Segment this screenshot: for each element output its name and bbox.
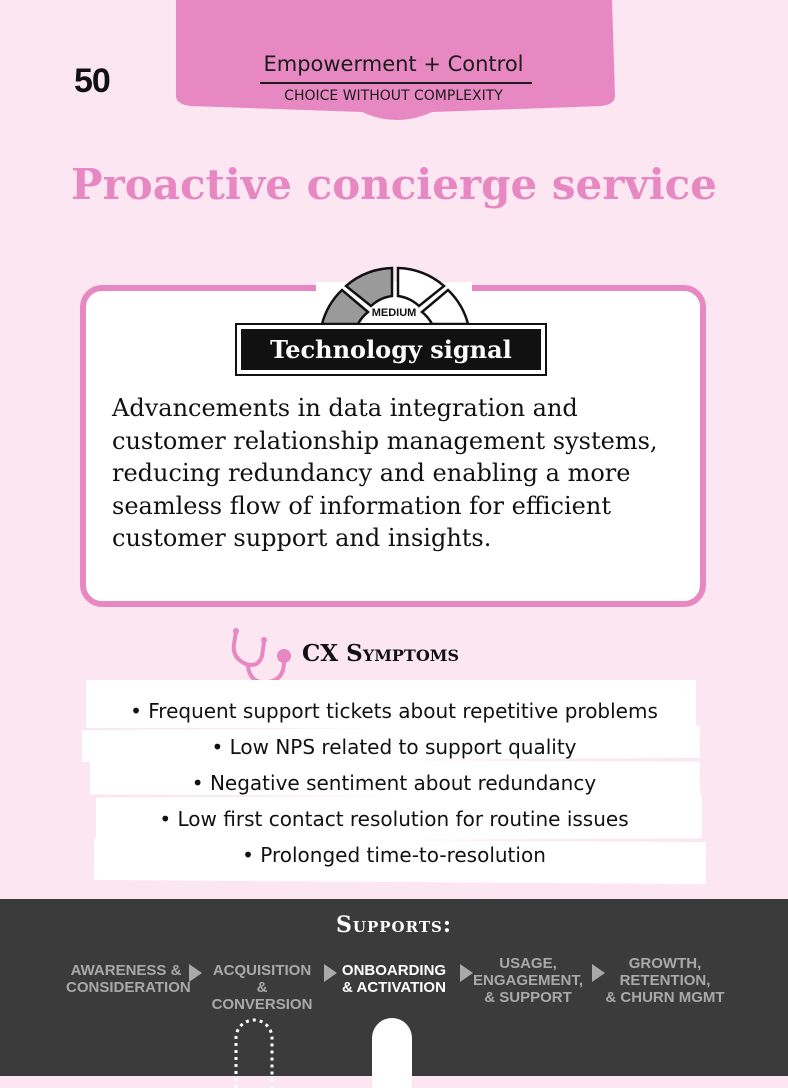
category-tab <box>172 0 615 126</box>
stage-usage: USAGE, ENGAGEMENT, & SUPPORT <box>472 955 583 1006</box>
symptom-item: • Negative sentiment about redundancy <box>191 771 597 795</box>
stethoscope-icon <box>228 626 298 688</box>
signal-type-box <box>235 323 547 376</box>
stage-marker-dotted <box>234 1018 274 1088</box>
category-subtitle: CHOICE WITHOUT COMPLEXITY <box>284 88 503 104</box>
category-title: Empowerment + Control <box>263 52 524 76</box>
stage-arrow-icon <box>324 964 337 982</box>
supports-title: Supports: <box>336 912 452 938</box>
category-underline <box>260 82 532 84</box>
stage-growth: GROWTH, RETENTION, & CHURN MGMT <box>605 955 725 1006</box>
stage-onboarding: ONBOARDING & ACTIVATION <box>341 962 447 996</box>
symptom-item: • Prolonged time-to-resolution <box>242 843 546 867</box>
signal-level-gauge-icon <box>316 262 472 332</box>
symptom-item: • Low NPS related to support quality <box>211 735 577 759</box>
signal-description: Advancements in data integration and customer relationship management systems, reducing redundancy and enabling a more seamless flow of information for efficient customer support and insights. <box>112 394 658 552</box>
page-title: Proactive concierge service <box>71 160 717 209</box>
symptom-item: • Low first contact resolution for routine issues <box>159 807 629 831</box>
stage-acquisition: ACQUISITION & CONVERSION <box>211 962 313 1013</box>
stage-arrow-icon <box>189 964 202 982</box>
symptoms-header <box>228 626 558 686</box>
stage-awareness: AWARENESS & CONSIDERATION <box>66 962 191 996</box>
page-number: 50 <box>74 62 110 100</box>
symptoms-title: CX Symptoms <box>302 640 460 667</box>
symptom-item: • Frequent support tickets about repetitive problems <box>130 699 658 723</box>
signal-level-label: MEDIUM <box>371 307 417 319</box>
signal-type-label: Technology signal <box>241 329 541 370</box>
stage-marker-active <box>372 1018 412 1088</box>
